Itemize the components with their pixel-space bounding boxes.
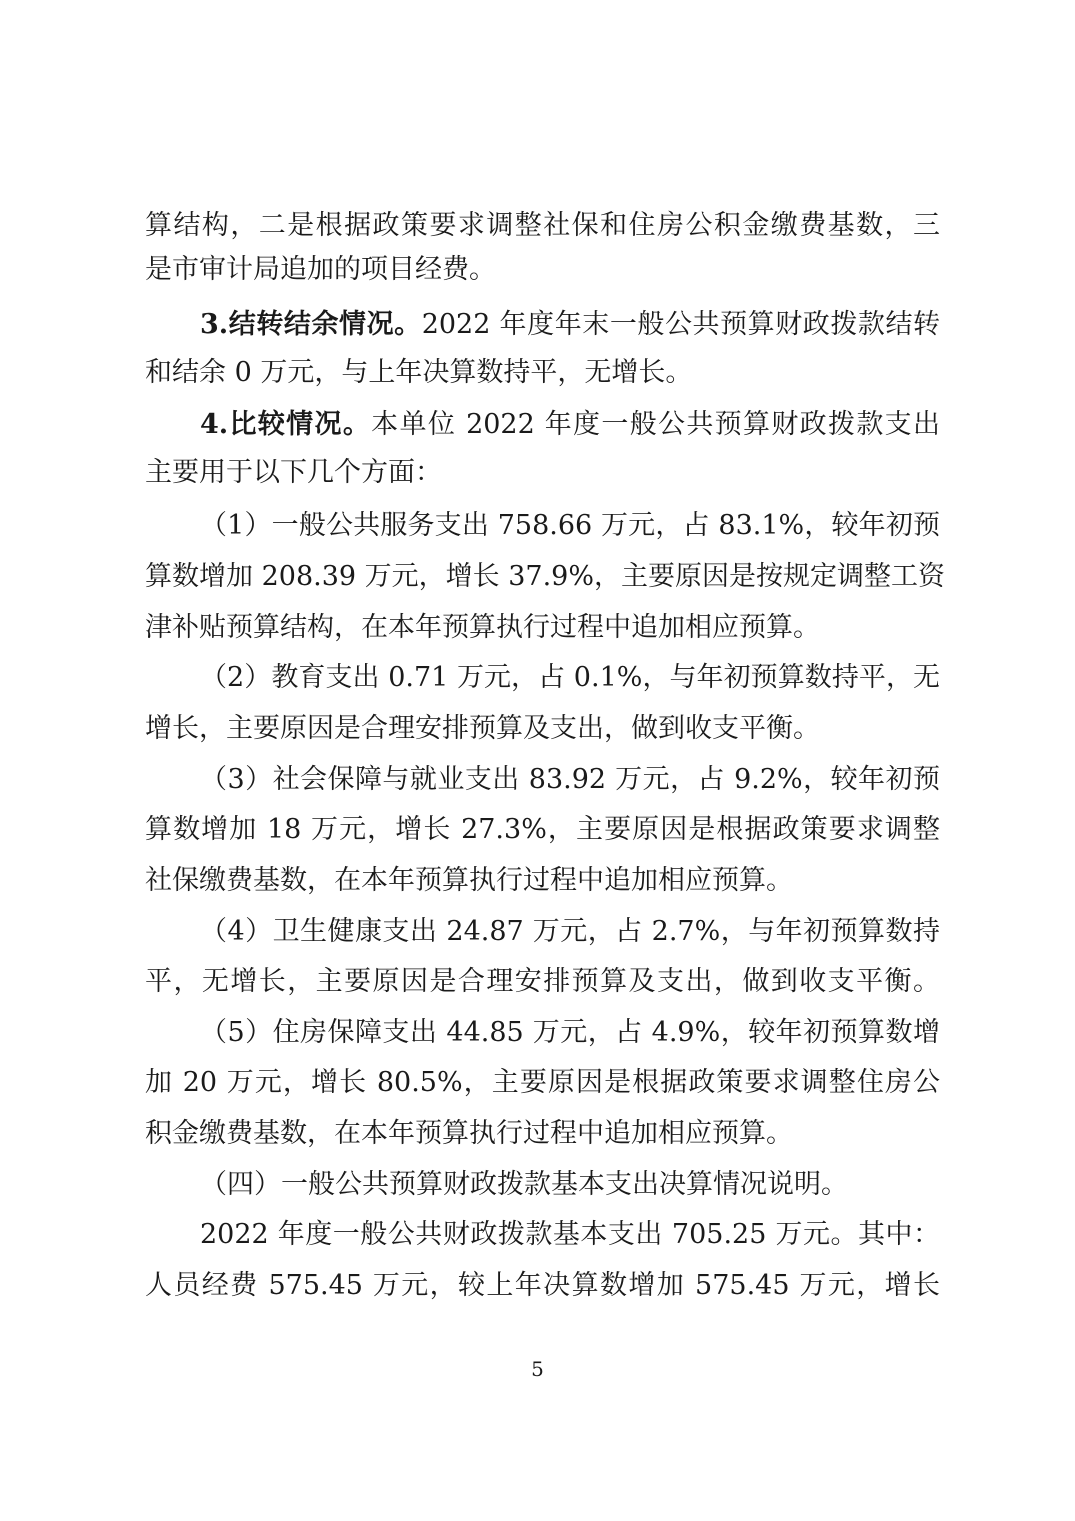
- section-heading-3: 3.结转结余情况。: [200, 309, 422, 340]
- paragraph-line: [200, 307, 940, 343]
- paragraph-line: 算结构，二是根据政策要求调整社保和住房公积金缴费基数，三: [145, 210, 940, 241]
- paragraph-line: 和结余 0 万元，与上年决算数持平，无增长。: [145, 357, 693, 388]
- paragraph-line: （4）卫生健康支出 24.87 万元，占 2.7%，与年初预算数持: [200, 916, 940, 947]
- paragraph-line: 算数增加 18 万元，增长 27.3%，主要原因是根据政策要求调整: [145, 814, 940, 845]
- paragraph-line: 平，无增长，主要原因是合理安排预算及支出，做到收支平衡。: [145, 966, 940, 997]
- paragraph-line: （5）住房保障支出 44.85 万元，占 4.9%，较年初预算数增: [200, 1017, 940, 1048]
- paragraph-line: [200, 407, 940, 443]
- page-number: 5: [531, 1357, 544, 1381]
- paragraph-line: 加 20 万元，增长 80.5%，主要原因是根据政策要求调整住房公: [145, 1067, 940, 1098]
- paragraph-line: 增长，主要原因是合理安排预算及支出，做到收支平衡。: [145, 713, 820, 744]
- paragraph-line: 2022 年度一般公共财政拨款基本支出 705.25 万元。其中：: [200, 1219, 940, 1250]
- paragraph-line: （1）一般公共服务支出 758.66 万元，占 83.1%，较年初预: [200, 510, 940, 541]
- section-heading-4: 4.比较情况。: [200, 409, 372, 440]
- paragraph-text: 本单位 2022 年度一般公共预算财政拨款支出: [371, 409, 940, 440]
- section-heading-line: （四）一般公共预算财政拨款基本支出决算情况说明。: [200, 1169, 848, 1200]
- paragraph-line: 津补贴预算结构，在本年预算执行过程中追加相应预算。: [145, 612, 820, 643]
- paragraph-line: 算数增加 208.39 万元，增长 37.9%，主要原因是按规定调整工资: [145, 561, 945, 592]
- paragraph-line: 积金缴费基数，在本年预算执行过程中追加相应预算。: [145, 1118, 793, 1149]
- paragraph-line: 社保缴费基数，在本年预算执行过程中追加相应预算。: [145, 865, 793, 896]
- paragraph-text: 2022 年度年末一般公共预算财政拨款结转: [421, 309, 941, 340]
- paragraph-line: （2）教育支出 0.71 万元，占 0.1%，与年初预算数持平，无: [200, 662, 940, 693]
- paragraph-line: （3）社会保障与就业支出 83.92 万元，占 9.2%，较年初预: [200, 764, 940, 795]
- paragraph-line: 人员经费 575.45 万元，较上年决算数增加 575.45 万元，增长: [145, 1270, 940, 1301]
- paragraph-line: 主要用于以下几个方面：: [145, 457, 442, 488]
- paragraph-line: 是市审计局追加的项目经费。: [145, 254, 496, 285]
